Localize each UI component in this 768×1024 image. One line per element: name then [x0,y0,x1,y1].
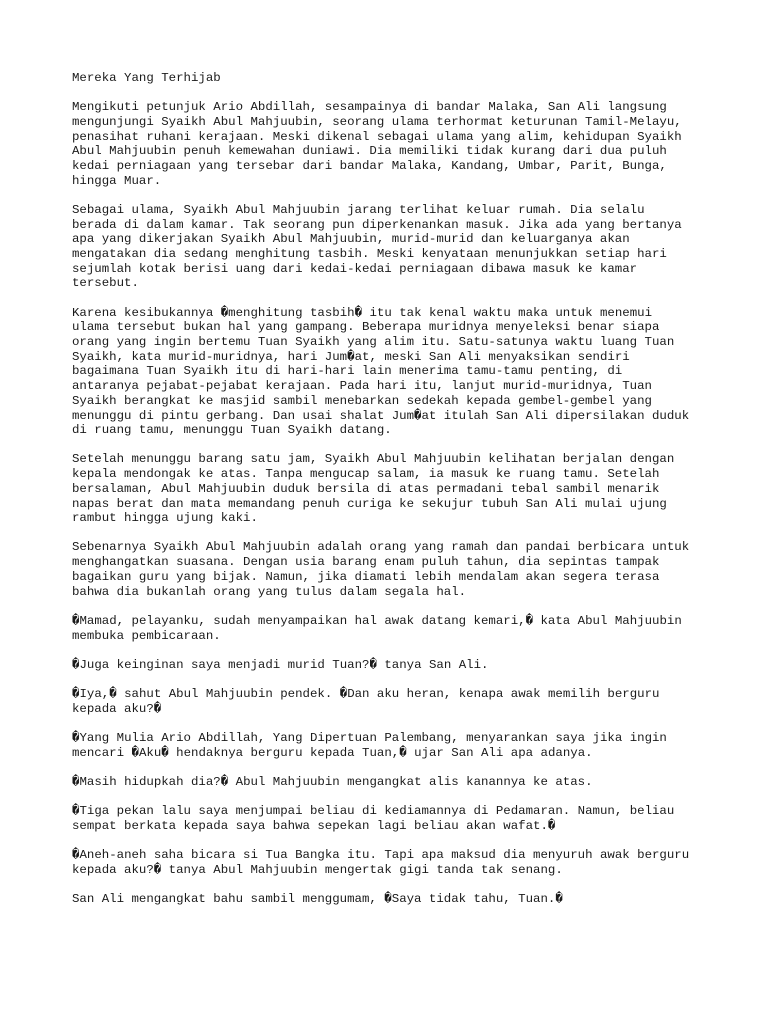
text-line: Syaikh berangkat ke masjid sambil menebarkan sedekah kepada gembel-gembel yang [72,393,652,408]
text-line: mengatakan dia sedang menghitung tasbih. Meski kenyataan menunjukkan setiap hari [72,247,667,262]
text-line: kepada aku?� [72,701,162,716]
text-line: sempat berkata kepada saya bahwa sepekan lagi beliau akan wafat.� [72,818,556,833]
text-line: di ruang tamu, menunggu Tuan Syaikh datang. [72,423,392,438]
text-line: kedai perniagaan yang tersebar dari bandar Malaka, Kandang, Umbar, Parit, Bunga, [72,159,667,174]
text-line: bagaimana Tuan Syaikh itu di hari-hari lain menerima tamu-tamu penting, di [72,364,623,379]
paragraph [72,614,722,643]
text-line: antaranya pejabat-pejabat kerajaan. Pada hari itu, lanjut murid-muridnya, Tuan [72,379,652,394]
text-line: napas berat dan mata memandang penuh curiga ke sekujur tubuh San Ali mulai ujung [72,496,667,511]
paragraph [72,452,722,526]
text-line: Mengikuti petunjuk Ario Abdillah, sesampainya di bandar Malaka, San Ali langsung [72,100,667,115]
text-line: mengunjungi Syaikh Abul Mahjuubin, seorang ulama terhormat keturunan Tamil-Melayu, [72,114,682,129]
document-page [72,71,722,921]
paragraph [72,775,722,790]
paragraph [72,203,722,291]
paragraph [72,306,722,438]
text-line: menghangatkan suasana. Dengan usia barang enam puluh tahun, dia sepintas tampak [72,555,660,570]
text-line: sejumlah kotak berisi uang dari kedai-kedai perniagaan dibawa masuk ke kamar [72,261,638,276]
text-line: kepada aku?� tanya Abul Mahjuubin mengertak gigi tanda tak senang. [72,862,563,877]
document-title: Mereka Yang Terhijab [72,71,221,85]
paragraph [72,540,722,599]
text-line: Karena kesibukannya �menghitung tasbih� itu tak kenal waktu maka untuk menemui [72,305,653,320]
text-line: menunggu di pintu gerbang. Dan usai shalat Jum�at itulah San Ali dipersilakan duduk [72,408,690,423]
text-line: orang yang ingin bertemu Tuan Syaikh yang alim itu. Satu-satunya waktu luang Tuan [72,335,675,350]
text-line: �Masih hidupkah dia?� Abul Mahjuubin mengangkat alis kanannya ke atas. [72,774,593,789]
text-line: ulama tersebut bukan hal yang gampang. Beberapa muridnya menyeleksi benar siapa [72,320,660,335]
text-line: �Iya,� sahut Abul Mahjuubin pendek. �Dan aku heran, kenapa awak memilih berguru [72,686,660,701]
text-line: apa yang dikerjakan Syaikh Abul Mahjuubin, murid-murid dan keluarganya akan [72,232,630,247]
text-line: San Ali mengangkat bahu sambil menggumam, �Saya tidak tahu, Tuan.� [72,891,563,906]
text-line: Setelah menunggu barang satu jam, Syaikh Abul Mahjuubin kelihatan berjalan dengan [72,452,675,467]
paragraph [72,848,722,877]
text-line: �Aneh-aneh saha bicara si Tua Bangka itu. Tapi apa maksud dia menyuruh awak berguru [72,847,690,862]
text-line: tersebut. [72,276,139,291]
text-line: �Yang Mulia Ario Abdillah, Yang Dipertuan Palembang, menyarankan saya jika ingin [72,730,667,745]
text-line: hingga Muar. [72,173,162,188]
paragraph [72,658,722,673]
text-line: penasihat ruhani kerajaan. Meski dikenal sebagai ulama yang alim, kehidupan Syaikh [72,129,682,144]
text-line: Abul Mahjuubin penuh kemewahan duniawi. Dia memiliki tidak kurang dari dua puluh [72,144,667,159]
text-line: �Tiga pekan lalu saya menjumpai beliau di kediamannya di Pedamaran. Namun, beliau [72,803,675,818]
text-line: Sebagai ulama, Syaikh Abul Mahjuubin jarang terlihat keluar rumah. Dia selalu [72,202,645,217]
text-line: rambut hingga ujung kaki. [72,511,258,526]
text-line: berada di dalam kamar. Tak seorang pun diperkenankan masuk. Jika ada yang bertanya [72,217,682,232]
document-body [72,100,722,906]
text-line: bersalaman, Abul Mahjuubin duduk bersila di atas permadani tebal sambil menarik [72,481,660,496]
text-line: bagaikan guru yang bijak. Namun, jika diamati lebih mendalam akan segera terasa [72,569,660,584]
paragraph [72,731,722,760]
paragraph [72,892,722,907]
paragraph [72,687,722,716]
text-line: �Juga keinginan saya menjadi murid Tuan?� tanya San Ali. [72,657,489,672]
text-line: membuka pembicaraan. [72,628,221,643]
text-line: �Mamad, pelayanku, sudah menyampaikan hal awak datang kemari,� kata Abul Mahjuubin [72,613,682,628]
text-line: mencari �Aku� hendaknya berguru kepada Tuan,� ujar San Ali apa adanya. [72,745,593,760]
text-line: Syaikh, kata murid-muridnya, hari Jum�at, meski San Ali menyaksikan sendiri [72,349,630,364]
paragraph [72,100,722,188]
text-line: kepala mendongak ke atas. Tanpa mengucap salam, ia masuk ke ruang tamu. Setelah [72,467,660,482]
text-line: bahwa dia bukanlah orang yang tulus dalam segala hal. [72,584,467,599]
paragraph [72,804,722,833]
text-line: Sebenarnya Syaikh Abul Mahjuubin adalah orang yang ramah dan pandai berbicara untuk [72,540,690,555]
